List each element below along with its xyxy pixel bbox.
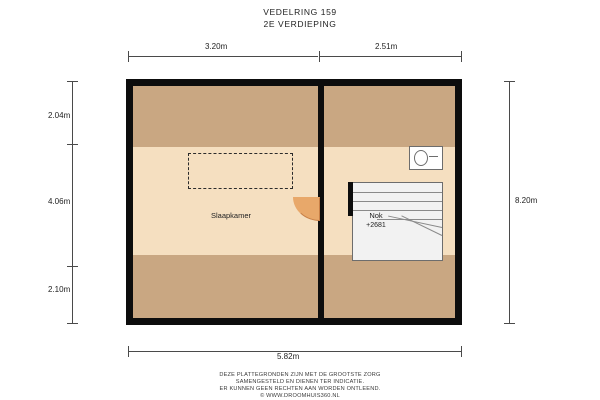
footer-line-1: DEZE PLATTEGRONDEN ZIJN MET DE GROOTSTE ZORG	[219, 372, 381, 378]
dashed-outline-area	[188, 153, 293, 189]
footer-copyright: © WWW.DROOMHUIS360.NL	[260, 393, 340, 399]
dimension-tick	[128, 346, 129, 357]
roof-slope-band-top	[133, 86, 455, 147]
dimension-top-right-label: 2.51m	[375, 42, 398, 51]
footer-line-2: SAMENGESTELD EN DIENEN TER INDICATIE.	[235, 379, 365, 385]
dimension-line-top-right	[320, 56, 462, 57]
dimension-tick	[67, 144, 78, 145]
dimension-top-left-label: 3.20m	[205, 42, 228, 51]
roof-slope-band-bottom	[133, 255, 455, 318]
dimension-left-bottom-label: 2.10m	[48, 285, 71, 294]
dimension-tick	[504, 81, 515, 82]
stair-step	[353, 192, 442, 193]
dimension-line-right	[509, 81, 510, 323]
plan-interior	[133, 86, 455, 318]
dimension-tick	[67, 81, 78, 82]
dimension-line-top-left	[128, 56, 318, 57]
dimension-line-left-bottom	[72, 266, 73, 323]
dimension-right-label: 8.20m	[515, 196, 538, 205]
footer-disclaimer	[0, 372, 600, 400]
dimension-tick	[504, 323, 515, 324]
floor-plan	[126, 79, 462, 325]
dimension-tick	[461, 346, 462, 357]
dimension-left-middle-label: 4.06m	[48, 197, 71, 206]
dimension-bottom-label: 5.82m	[277, 352, 300, 361]
dimension-tick	[67, 323, 78, 324]
footer-line-3: ER KUNNEN GEEN RECHTEN AAN WORDEN ONTLEEND.	[219, 386, 381, 392]
dimension-left-top-label: 2.04m	[48, 111, 71, 120]
fixture-detail-line	[429, 156, 438, 157]
room-height-nok: +2681	[366, 222, 386, 229]
room-label-slaapkamer: Slaapkamer	[210, 211, 252, 220]
fixture-basin	[414, 150, 428, 166]
dimension-line-left-top	[72, 81, 73, 144]
dimension-tick	[128, 51, 129, 62]
title-floor: 2E VERDIEPING	[263, 19, 337, 29]
dimension-line-left-middle	[72, 144, 73, 266]
door-swing-arc	[293, 197, 320, 221]
dimension-tick	[461, 51, 462, 62]
title-address: VEDELRING 159	[263, 7, 337, 17]
page-title	[0, 6, 600, 30]
dimension-tick	[67, 266, 78, 267]
room-label-nok: Nok	[369, 211, 383, 220]
dimension-tick	[319, 51, 320, 62]
stair-step	[353, 201, 442, 202]
